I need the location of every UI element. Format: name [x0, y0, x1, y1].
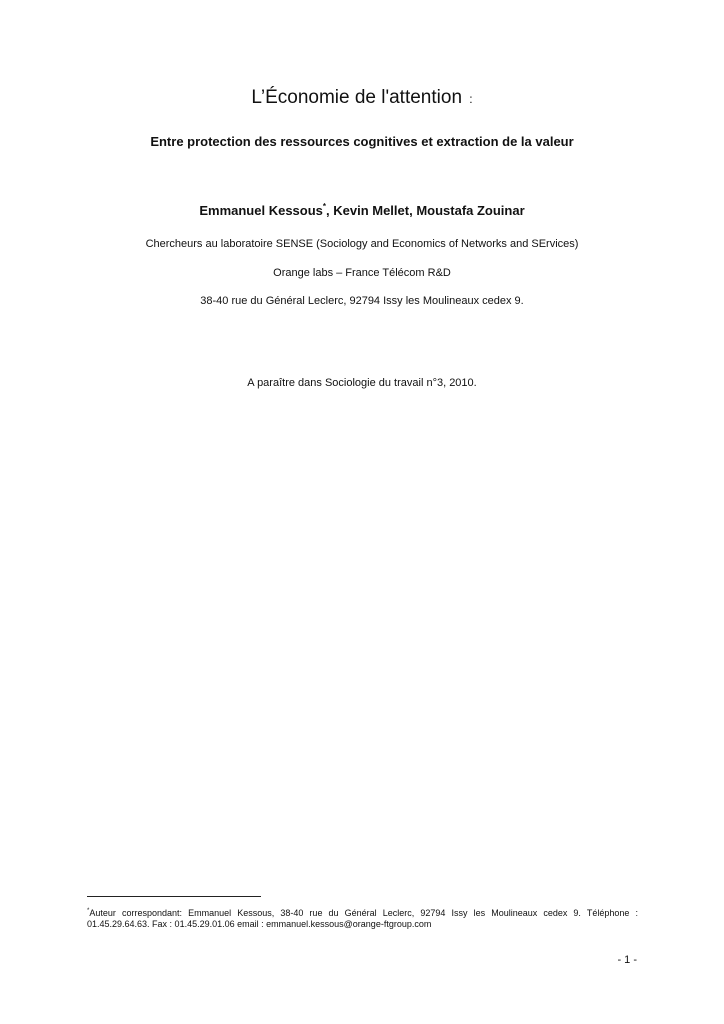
footnote-text-1: Auteur correspondant: Emmanuel Kessous, 38-40 rue du Général Leclerc, 92794 Issy les Moulineaux cedex 9. Téléphone : — [89, 908, 638, 918]
paper-title-colon: : — [469, 92, 473, 106]
footnote — [87, 908, 638, 930]
publication-note: A paraître dans Sociologie du travail n°3, 2010. — [247, 377, 477, 389]
affiliation-address: 38-40 rue du Général Leclerc, 92794 Issy les Moulineaux cedex 9. — [200, 295, 524, 307]
footnote-line-1 — [87, 908, 638, 919]
footnote-separator — [87, 896, 261, 897]
footnote-line-2: 01.45.29.64.63. Fax : 01.45.29.01.06 email : emmanuel.kessous@orange-ftgroup.com — [87, 919, 432, 929]
affiliation-lab: Chercheurs au laboratoire SENSE (Sociology and Economics of Networks and SErvices) — [145, 238, 579, 250]
page-number: - 1 - — [617, 954, 637, 966]
affiliation-org: Orange labs – France Télécom R&D — [273, 267, 451, 279]
footnote-mark: * — [87, 908, 90, 914]
author-rest: , Kevin Mellet, Moustafa Zouinar — [326, 203, 525, 218]
paper-title-text: L’Économie de l'attention — [251, 87, 463, 108]
author-list — [0, 200, 724, 222]
author-first: Emmanuel Kessous — [199, 203, 323, 218]
paper-subtitle: Entre protection des ressources cognitives et extraction de la valeur — [150, 134, 574, 149]
paper-title — [0, 84, 724, 113]
author-footnote-mark: * — [322, 202, 327, 211]
